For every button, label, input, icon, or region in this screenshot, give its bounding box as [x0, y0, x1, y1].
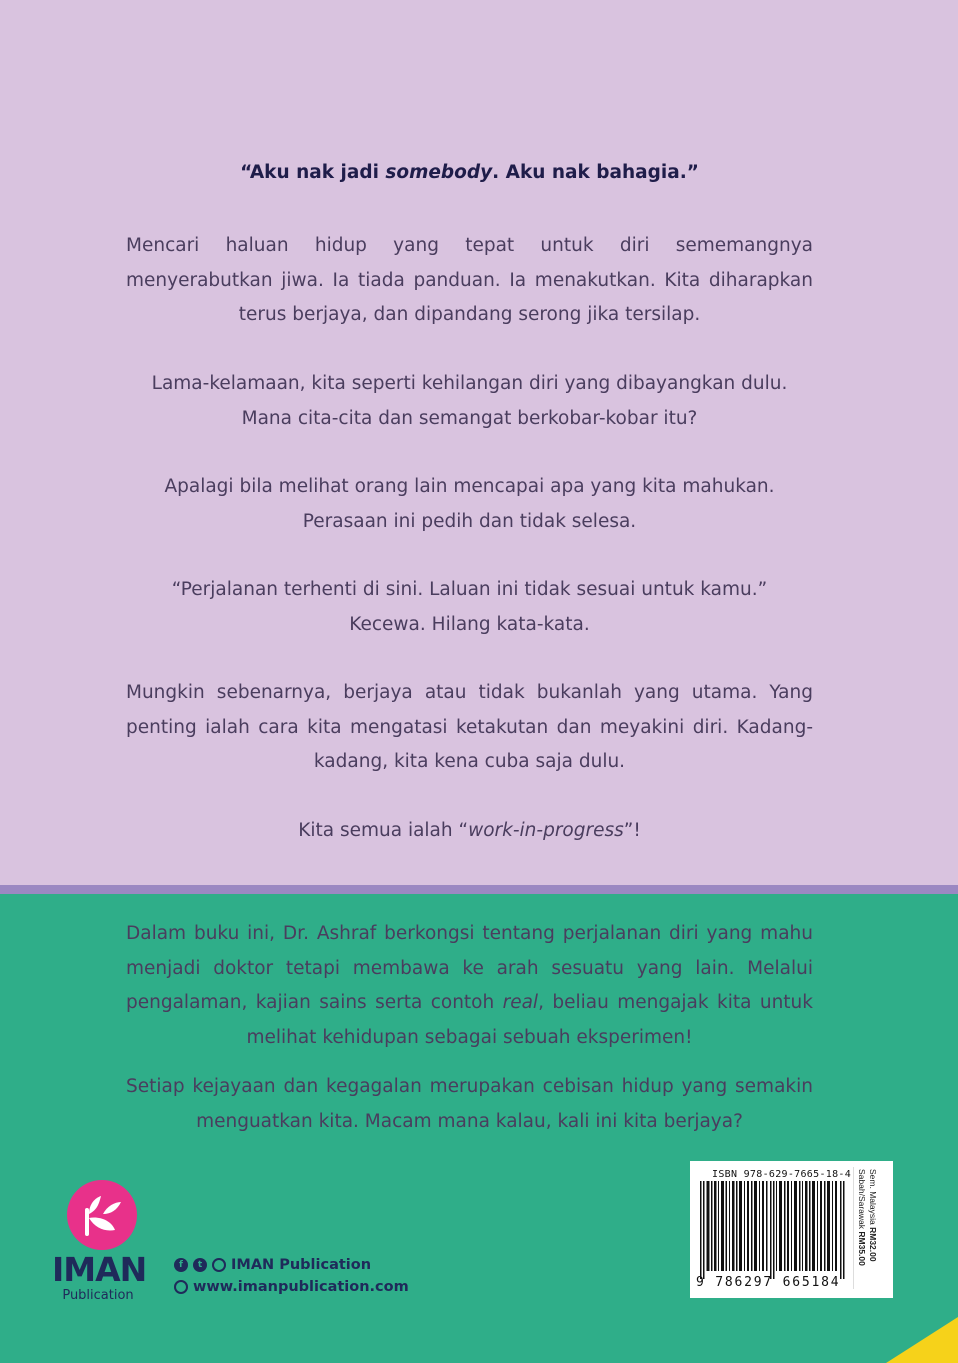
instagram-icon[interactable] — [212, 1258, 226, 1272]
social-handle[interactable]: IMAN Publication — [231, 1257, 372, 1273]
barcode-label — [690, 1161, 893, 1298]
opening-quote: “Aku nak jadi somebody. Aku nak bahagia.” — [240, 162, 699, 183]
synopsis-paragraph-2: Setiap kejayaan dan kegagalan merupakan cebisan hidup yang semakin menguatkan kita. Macam mana kalau, kali ini kita berjaya? — [126, 1076, 813, 1132]
blurb-paragraph-3: Apalagi bila melihat orang lain mencapai apa yang kita mahukan. Perasaan ini pedih dan tidak selesa. — [164, 476, 775, 532]
logo-subtitle: Publication — [62, 1288, 134, 1303]
section-divider — [0, 885, 958, 894]
isbn-text: ISBN 978-629-7665-18-4 — [712, 1169, 852, 1180]
closing-line: Kita semua ialah “work-in-progress”! — [298, 820, 641, 841]
facebook-icon[interactable]: f — [174, 1258, 188, 1272]
barcode-bars — [700, 1181, 848, 1279]
globe-icon — [174, 1280, 188, 1294]
twitter-icon[interactable]: t — [193, 1258, 207, 1272]
blurb-quote: “Perjalanan terhenti di sini. Laluan ini tidak sesuai untuk kamu.” — [171, 579, 768, 600]
blurb-paragraph-5: Mungkin sebenarnya, berjaya atau tidak bukanlah yang utama. Yang penting ialah cara kita mengatasi ketakutan dan meyakini diri. Kadang-kadang, kita kena cuba saja dulu. — [126, 682, 813, 772]
price-label: Sem. Malaysia RM32.00 Sabah/Sarawak RM35.00 — [853, 1167, 888, 1289]
corner-accent — [886, 1317, 958, 1363]
leaf-logo-icon — [67, 1180, 137, 1250]
blurb-paragraph-1: Mencari haluan hidup yang tepat untuk diri sememangnya menyerabutkan jiwa. Ia tiada panduan. Ia menakutkan. Kita diharapkan terus berjaya, dan dipandang serong jika tersilap. — [126, 235, 813, 325]
barcode-digits: 9 786297 665184 — [696, 1275, 841, 1290]
website-link[interactable]: www.imanpublication.com — [193, 1279, 409, 1295]
synopsis-paragraph-1: Dalam buku ini, Dr. Ashraf berkongsi tentang perjalanan diri yang mahu menjadi doktor tetapi membawa ke arah sesuatu yang lain. Melalui pengalaman, kajian sains serta contoh real, beliau mengajak kita untuk melihat kehidupan sebagai sebuah eksperimen! — [126, 923, 813, 1048]
blurb-paragraph-2: Lama-kelamaan, kita seperti kehilangan diri yang dibayangkan dulu. Mana cita-cita dan semangat berkobar-kobar itu? — [151, 373, 788, 429]
blurb-paragraph-4: Kecewa. Hilang kata-kata. — [349, 614, 590, 635]
social-links — [174, 1254, 409, 1298]
publisher-logo — [52, 1180, 152, 1303]
logo-name: IMAN — [52, 1250, 147, 1289]
